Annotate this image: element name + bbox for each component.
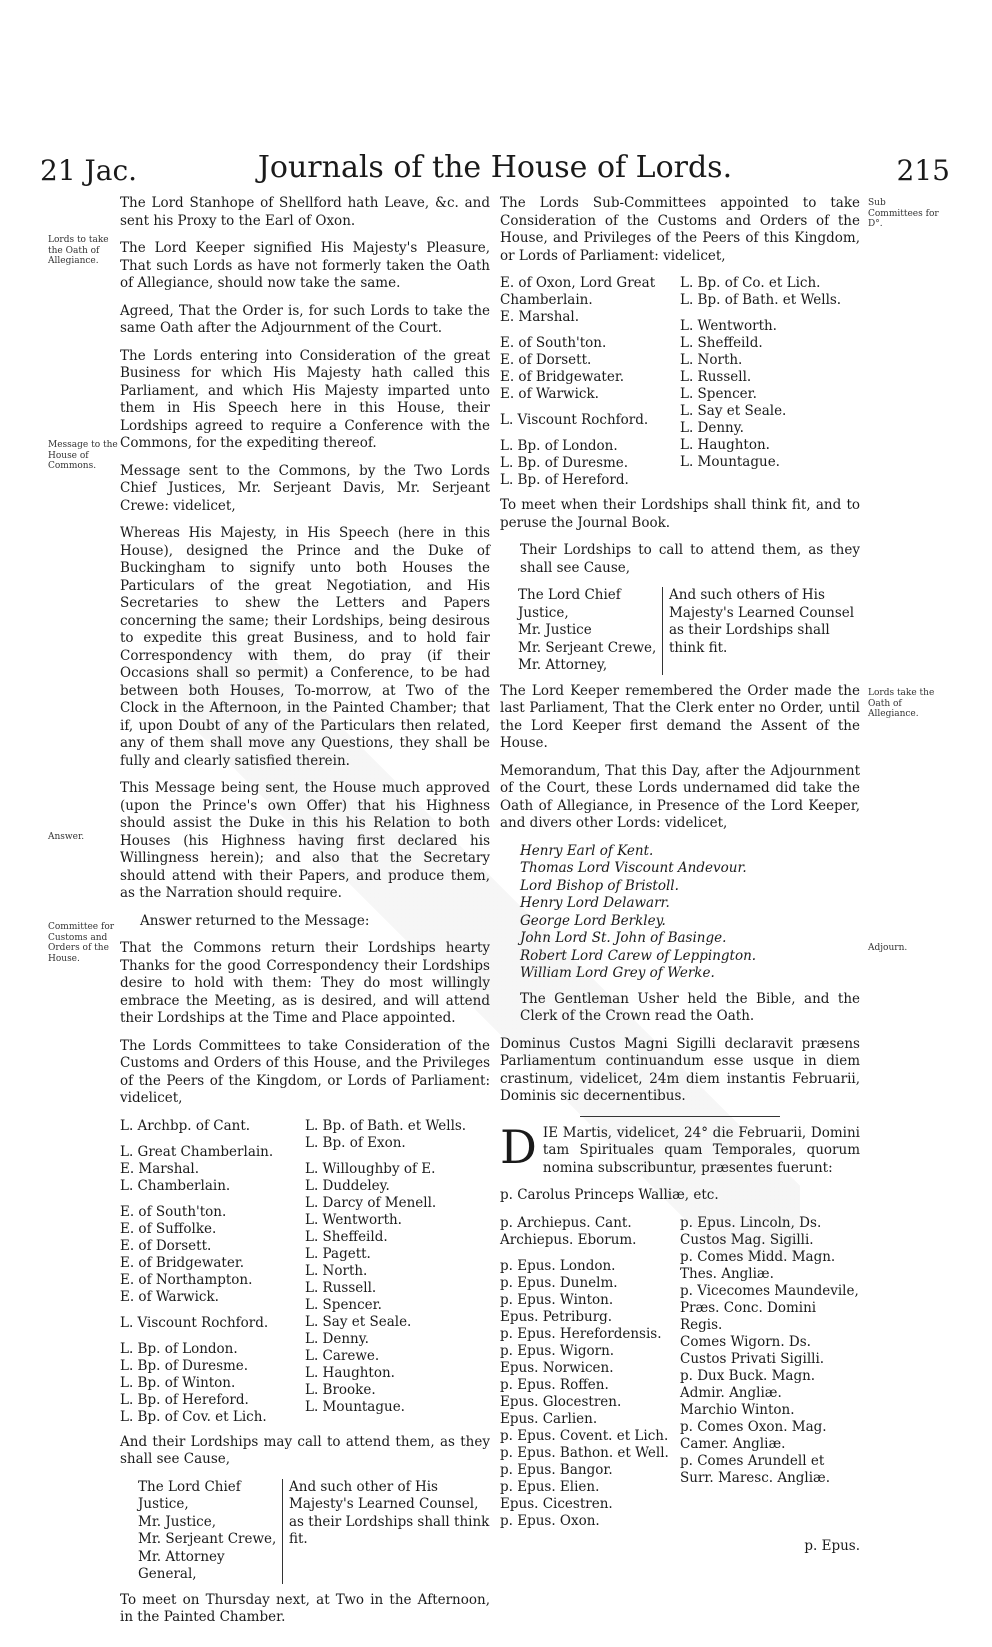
committee-column [680,275,860,489]
list-item: L. Mountague. [305,1398,405,1415]
list-item: Thomas Lord Viscount Andevour. [520,860,747,876]
list-item: L. Russell. [305,1279,377,1296]
list-item [680,309,860,318]
list-item: p. Epus. Dunelm. [500,1274,618,1291]
list-item: L. Russell. [680,369,752,385]
paragraph: Agreed, That the Order is, for such Lords to take the same Oath after the Adjournment of the Court. [120,302,490,336]
divider [580,1116,780,1117]
list-item: Mr. Serjeant Crewe, [138,1531,277,1547]
committee-column [305,1118,490,1426]
paragraph: The Gentleman Usher held the Bible, and the Clerk of the Crown read the Oath. [520,990,860,1024]
list-item: E. of Northampton. [120,1271,253,1288]
list-item: E. Marshal. [120,1160,200,1177]
list-item: Epus. Norwicen. [500,1359,614,1376]
attendants-list [518,587,860,675]
paragraph: Message sent to the Commons, by the Two Lords Chief Justices, Mr. Serjeant Davis, Mr. Serjeant Crewe: videlicet, [120,462,490,514]
list-item [500,429,680,438]
margin-note: Message to the House of Commons. [48,440,118,471]
paragraph: To meet on Thursday next, at Two in the Afternoon, in the Painted Chamber. [120,1591,490,1625]
paragraph: Whereas His Majesty, in His Speech (here in this House), designed the Prince and the Duke of Buckingham to signify unto both Houses the Particulars of the great Negotiation, and His Secretaries to shew the Letters and Papers concerning the same; their Lordships, being desirous to expedite this great Business, and to hold fair Correspondency with them, do pray (if their Occasions shall so permit) a Conference, to be had between both Houses, To-morrow, at Two of the Clock in the Afternoon, in the Painted Chamber; that if, upon Doubt of any of the Particulars then related, any of them shall move any Questions, they shall be fully and clearly satisfied therein. [120,525,490,769]
paragraph: The Lord Keeper remembered the Order made the last Parliament, That the Clerk enter no Order, until the Lord Keeper first demand the Assent of the House. [500,682,860,751]
attendants-list [138,1479,490,1584]
margin-note: Lords take the Oath of Allegiance. [868,688,935,719]
list-item: L. Bp. of Duresme. [120,1357,249,1374]
list-item: L. Denny. [680,420,744,436]
paragraph: Dominus Custos Magni Sigilli declaravit præsens Parliamentum continuandum esse usque in diem crastinum, videlicet, 24m diem instantis Februarii, Dominis sic decernentibus. [500,1035,860,1104]
margin-note: Answer. [48,832,85,842]
list-item: p. Vicecomes Maundevile, Præs. Conc. Domini Regis. [680,1282,859,1333]
list-item [120,1195,305,1204]
list-item: p. Epus. Roffen. [500,1376,609,1393]
paragraph: Their Lordships to call to attend them, as they shall see Cause, [520,542,860,576]
list-item: E. of Dorsett. [500,352,592,368]
list-item: L. North. [680,352,743,368]
list-item: L. Viscount Rochford. [120,1314,269,1331]
list-item: p. Epus. Winton. [500,1291,614,1308]
page-header [40,150,950,190]
margin-note: Committee for Customs and Orders of the House. [48,922,115,964]
margin-note: Adjourn. [868,943,908,953]
list-item: John Lord St. John of Basinge. [520,930,727,946]
list-item [120,1306,305,1315]
drop-cap: D [500,1119,537,1174]
committee-column [120,1118,305,1426]
list-item: p. Epus. Wigorn. [500,1342,615,1359]
sub-committee-list [500,275,860,489]
paragraph: The Lords entering into Consideration of the great Business for which His Majesty hath called this Parliament, and which His Majesty imparted unto them in His Speech here in this House, their Lordships agreed to require a Conference with the Commons, for the expediting thereof. [120,347,490,451]
presence-list [500,1215,860,1530]
list-item: L. Spencer. [680,386,757,402]
list-item: E. Marshal. [500,309,580,325]
list-item: p. Epus. Elien. [500,1478,600,1495]
list-item: L. Spencer. [305,1296,382,1313]
list-item: L. Bp. of Hereford. [500,472,629,488]
list-item: L. Viscount Rochford. [500,412,649,428]
attendants-names [518,587,663,675]
list-item: L. Willoughby of E. [305,1160,436,1177]
right-column [500,195,860,1555]
list-item: William Lord Grey of Werke. [520,965,715,981]
paragraph: This Message being sent, the House much approved (upon the Prince's own Offer) that his Highness should assist the Duke in this his Relation to both Houses (his Highness having first declared his Willingness herein); and also that the Secretary should attend with their Papers, and produce them, as the Narration should require. [120,780,490,901]
paragraph-text: IE Martis, videlicet, 24° die Februarii, Domini tam Spirituales quam Temporales, quorum nomina subscribuntur, præsentes fuerunt: [542,1124,860,1176]
attendants-names [138,1479,283,1584]
list-item [500,403,680,412]
margin-note: Sub Committees for D°. [868,198,939,229]
list-item: Mr. Attorney General, [138,1548,225,1582]
list-item: L. Great Chamberlain. [120,1143,274,1160]
list-item: L. Bp. of Duresme. [500,455,629,471]
list-item: Henry Earl of Kent. [520,842,654,859]
list-item: L. Say et Seale. [305,1313,412,1330]
paragraph: To meet when their Lordships shall think fit, and to peruse the Journal Book. [500,497,860,531]
list-item: Mr. Serjeant Crewe, [518,639,657,656]
oath-list [520,843,860,983]
list-item: L. Say et Seale. [680,403,787,419]
list-item: George Lord Berkley. [520,912,666,929]
attendants-note: And such other of His Majesty's Learned Counsel, as their Lordships shall think fit. [289,1478,490,1547]
paragraph [500,1119,860,1178]
list-item: p. Epus. Bangor. [500,1461,613,1478]
list-item: Comes Wigorn. Ds. Custos Privati Sigilli. [680,1333,825,1367]
list-item: Mr. Justice, [138,1513,216,1530]
list-item: L. Wentworth. [305,1211,402,1228]
list-item: Mr. Attorney, [518,657,608,673]
margin-note: Lords to take the Oath of Allegiance. [48,235,109,266]
list-item: L. North. [305,1262,368,1279]
list-item: L. Carewe. [305,1347,380,1364]
list-item: p. Epus. Oxon. [500,1512,600,1529]
list-item: E. of South'ton. [500,335,607,351]
journal-title: Journals of the House of Lords. [257,150,733,185]
list-item: E. of South'ton. [120,1203,227,1220]
list-item: p. Epus. Lincoln, Ds. Custos Mag. Sigilli. [680,1214,822,1248]
paragraph: That the Commons return their Lordships hearty Thanks for the good Correspondency their Lordships desire to hold with them: They do most willingly embrace the Meeting, as is desired, and will attend their Lordships at the Time and Place appointed. [120,940,490,1026]
attendants-note: And such others of His Majesty's Learned Counsel as their Lordships shall think fit. [669,587,855,656]
list-item: L. Sheffeild. [680,335,763,351]
list-item [120,1135,305,1144]
paragraph: The Lords Committees to take Consideration of the Customs and Orders of this House, and the Privileges of the Peers of the Kingdom, or Lords of Parliament: videlicet, [120,1037,490,1106]
list-item: L. Darcy of Menell. [305,1194,437,1211]
list-item: p. Epus. Bathon. et Well. [500,1444,669,1461]
paragraph: The Lords Sub-Committees appointed to take Consideration of the Customs and Orders of the House, and Privileges of the Peers of this Kingdom, or Lords of Parliament: videlicet, [500,195,860,264]
list-item: p. Epus. Covent. et Lich. [500,1427,669,1444]
catchword: p. Epus. [804,1537,860,1554]
list-item: L. Sheffeild. [305,1228,388,1245]
presence-column [680,1215,860,1530]
list-item [120,1332,305,1341]
left-column [120,195,490,1637]
list-item: Mr. Justice [518,622,592,638]
list-item: The Lord Chief Justice, [138,1478,241,1512]
list-item: E. of Bridgewater. [120,1254,245,1271]
list-item: L. Bp. of Bath. et Wells. [305,1117,467,1134]
list-item: p. Epus. Herefordensis. [500,1325,662,1342]
list-item: Henry Lord Delawarr. [520,895,670,911]
list-item: L. Bp. of London. [120,1340,238,1357]
committee-column [500,275,680,489]
list-item: Archiepus. Eborum. [500,1231,637,1248]
paragraph: p. Carolus Princeps Walliæ, etc. [500,1187,719,1203]
page-number: 215 [896,154,950,187]
list-item: p. Archiepus. Cant. [500,1214,632,1231]
list-item: p. Comes Oxon. Mag. Camer. Angliæ. [680,1418,827,1452]
list-item: L. Bp. of Co. et Lich. [680,275,821,291]
list-item: Robert Lord Carew of Leppington. [520,947,757,964]
list-item: p. Comes Midd. Magn. Thes. Angliæ. [680,1248,836,1282]
list-item [500,326,680,335]
list-item: E. of Bridgewater. [500,369,625,385]
paragraph: Memorandum, That this Day, after the Adjournment of the Court, these Lords undernamed did take the Oath of Allegiance, in Presence of the Lord Keeper, and divers other Lords: videlicet, [500,762,860,831]
list-item: E. of Suffolke. [120,1220,217,1237]
list-item: Marchio Winton. [680,1401,795,1418]
list-item: L. Pagett. [305,1245,371,1262]
committee-list [120,1118,490,1426]
list-item [500,1249,680,1258]
list-item: L. Haughton. [680,437,770,453]
list-item: Epus. Carlien. [500,1410,598,1427]
list-item: p. Epus. London. [500,1257,616,1274]
list-item: L. Duddeley. [305,1177,390,1194]
list-item: The Lord Chief Justice, [518,587,621,621]
list-item: L. Mountague. [680,454,780,470]
list-item: p. Comes Arundell et Surr. Maresc. Angliæ. [680,1452,831,1486]
paragraph: And their Lordships may call to attend them, as they shall see Cause, [120,1433,490,1467]
list-item: L. Bp. of Cov. et Lich. [120,1408,267,1425]
list-item: L. Bp. of Bath. et Wells. [680,292,842,308]
list-item: L. Bp. of Exon. [305,1134,406,1151]
list-item: Epus. Glocestren. [500,1393,622,1410]
list-item: L. Brooke. [305,1381,376,1398]
list-item: L. Archbp. of Cant. [120,1117,251,1134]
list-item: E. of Warwick. [120,1288,219,1305]
list-item: L. Bp. of Winton. [120,1374,236,1391]
list-item: L. Bp. of Hereford. [120,1391,249,1408]
list-item: Lord Bishop of Bristoll. [520,877,679,894]
list-item: L. Chamberlain. [120,1177,231,1194]
list-item: L. Haughton. [305,1364,395,1381]
paragraph: The Lord Keeper signified His Majesty's Pleasure, That such Lords as have not formerly taken the Oath of Allegiance, should now take the same. [120,240,490,291]
list-item: L. Denny. [305,1330,369,1347]
paragraph: Answer returned to the Message: [140,912,370,929]
list-item: L. Wentworth. [680,318,777,334]
list-item: E. of Oxon, Lord Great Chamberlain. [500,275,656,308]
list-item [305,1152,490,1161]
list-item: Epus. Petriburg. [500,1308,613,1325]
list-item: E. of Warwick. [500,386,599,402]
list-item: p. Dux Buck. Magn. Admir. Angliæ. [680,1367,816,1401]
list-item: E. of Dorsett. [120,1237,212,1254]
paragraph: The Lord Stanhope of Shellford hath Leave, &c. and sent his Proxy to the Earl of Oxon. [120,195,490,229]
list-item: L. Bp. of London. [500,438,618,454]
regnal-year: 21 Jac. [40,154,138,187]
list-item: Epus. Cicestren. [500,1495,613,1512]
presence-column [500,1215,680,1530]
